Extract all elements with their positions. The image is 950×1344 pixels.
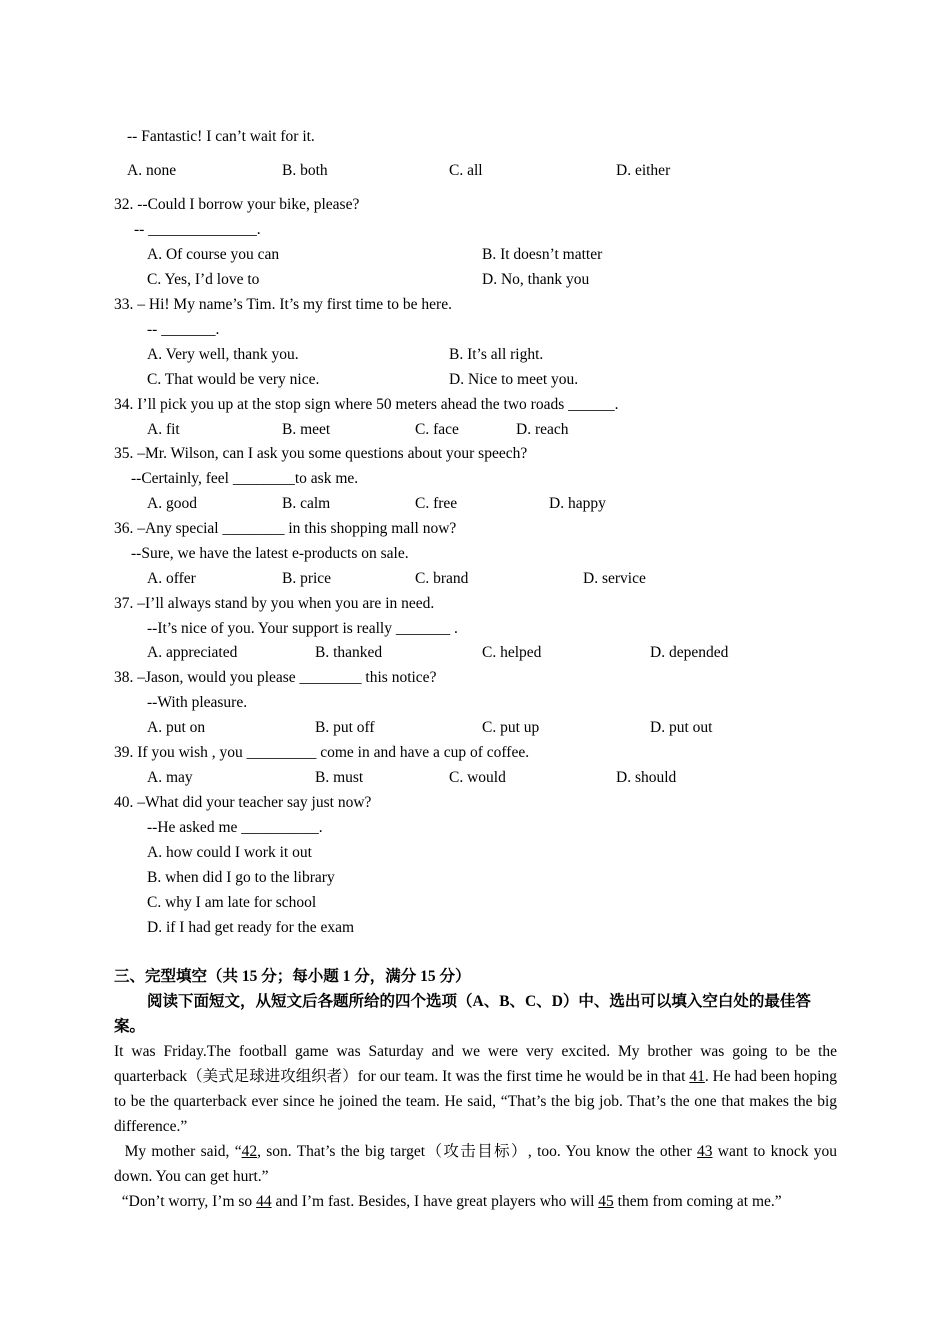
q32-option-d: D. No, thank you [482, 271, 590, 288]
q40-reply: --He asked me __________. [147, 819, 323, 836]
q38-reply: --With pleasure. [147, 694, 248, 711]
blank-45: 45 [598, 1193, 614, 1210]
q32-option-a: A. Of course you can [147, 246, 280, 263]
passage-text: My mother said, “ [114, 1143, 242, 1160]
q36-option-d: D. service [583, 570, 646, 587]
passage-text: It was Friday.The football game was Saturday and we were very excited. My brother was going to be the quarterback（美式足球进攻组织者）for our team. It was the first time he would be in that [114, 1043, 837, 1085]
q34-option-a: A. fit [147, 421, 180, 438]
q36-option-a: A. offer [147, 570, 196, 587]
section3-instruction-line1: 阅读下面短文，从短文后各题所给的四个选项（A、B、C、D）中、选出可以填入空白处的最佳答 [147, 993, 811, 1010]
section3-instruction-line2: 案。 [114, 1018, 146, 1035]
q32-reply: -- ______________. [134, 221, 261, 238]
q32-option-b: B. It doesn’t matter [482, 246, 603, 263]
q40-option-b: B. when did I go to the library [147, 869, 335, 886]
q35-option-c: C. free [415, 495, 458, 512]
q32-stem: 32. --Could I borrow your bike, please? [114, 196, 360, 213]
passage-text: . He had been hoping to be the quarterback ever since he joined the team. He said, “That’s the big job. That’s the one that makes the big difference.” [114, 1068, 837, 1135]
q40-option-a: A. how could I work it out [147, 844, 312, 861]
q33-stem: 33. – Hi! My name’s Tim. It’s my first time to be here. [114, 296, 452, 313]
passage-paragraph-1 [114, 1039, 837, 1139]
q37-option-d: D. depended [650, 644, 729, 661]
q34-option-d: D. reach [516, 421, 569, 438]
blank-44: 44 [256, 1193, 272, 1210]
q38-stem: 38. –Jason, would you please ________ this notice? [114, 669, 437, 686]
q38-option-c: C. put up [482, 719, 540, 736]
q37-reply: --It’s nice of you. Your support is really _______ . [147, 620, 458, 637]
q36-stem: 36. –Any special ________ in this shopping mall now? [114, 520, 457, 537]
q31-option-d: D. either [616, 162, 671, 179]
q33-option-a: A. Very well, thank you. [147, 346, 299, 363]
q32-option-c: C. Yes, I’d love to [147, 271, 260, 288]
q33-option-c: C. That would be very nice. [147, 371, 320, 388]
q31-option-b: B. both [282, 162, 328, 179]
q33-option-d: D. Nice to meet you. [449, 371, 579, 388]
q36-option-c: C. brand [415, 570, 469, 587]
q35-reply: --Certainly, feel ________to ask me. [131, 470, 359, 487]
blank-42: 42 [241, 1143, 258, 1160]
q39-option-d: D. should [616, 769, 677, 786]
q34-stem: 34. I’ll pick you up at the stop sign where 50 meters ahead the two roads ______. [114, 396, 619, 413]
q39-option-c: C. would [449, 769, 506, 786]
q39-option-b: B. must [315, 769, 364, 786]
q37-option-b: B. thanked [315, 644, 383, 661]
passage-text: “Don’t worry, I’m so [114, 1193, 257, 1210]
q37-option-a: A. appreciated [147, 644, 238, 661]
q36-reply: --Sure, we have the latest e-products on sale. [131, 545, 409, 562]
q34-option-b: B. meet [282, 421, 331, 438]
passage-text: them from coming at me.” [613, 1193, 782, 1210]
q31-option-a: A. none [127, 162, 177, 179]
q35-option-d: D. happy [549, 495, 606, 512]
passage-paragraph-2 [114, 1139, 841, 1189]
q40-option-d: D. if I had get ready for the exam [147, 919, 355, 936]
q31-option-c: C. all [449, 162, 483, 179]
passage-text: and I’m fast. Besides, I have great players who will [271, 1193, 599, 1210]
q40-option-c: C. why I am late for school [147, 894, 317, 911]
passage-text: want to knock you down. You can get hurt.” [114, 1143, 841, 1185]
q34-option-c: C. face [415, 421, 459, 438]
q35-stem: 35. –Mr. Wilson, can I ask you some questions about your speech? [114, 445, 528, 462]
q35-option-b: B. calm [282, 495, 331, 512]
passage-paragraph-3 [114, 1189, 837, 1214]
q37-stem: 37. –I’ll always stand by you when you are in need. [114, 595, 435, 612]
q33-option-b: B. It’s all right. [449, 346, 544, 363]
q38-option-a: A. put on [147, 719, 206, 736]
q40-stem: 40. –What did your teacher say just now? [114, 794, 372, 811]
q37-option-c: C. helped [482, 644, 542, 661]
q38-option-d: D. put out [650, 719, 713, 736]
blank-41: 41 [689, 1068, 705, 1085]
q38-option-b: B. put off [315, 719, 375, 736]
section3-heading: 三、完型填空（共 15 分；每小题 1 分，满分 15 分） [114, 968, 471, 985]
q36-option-b: B. price [282, 570, 332, 587]
q33-reply: -- _______. [147, 321, 220, 338]
q39-stem: 39. If you wish , you _________ come in and have a cup of coffee. [114, 744, 530, 761]
q35-option-a: A. good [147, 495, 197, 512]
q39-option-a: A. may [147, 769, 193, 786]
passage-text: , son. That’s the big target（攻击目标）, too. You know the other [257, 1143, 698, 1160]
blank-43: 43 [697, 1143, 713, 1160]
q31-reply: -- Fantastic! I can’t wait for it. [127, 128, 315, 145]
